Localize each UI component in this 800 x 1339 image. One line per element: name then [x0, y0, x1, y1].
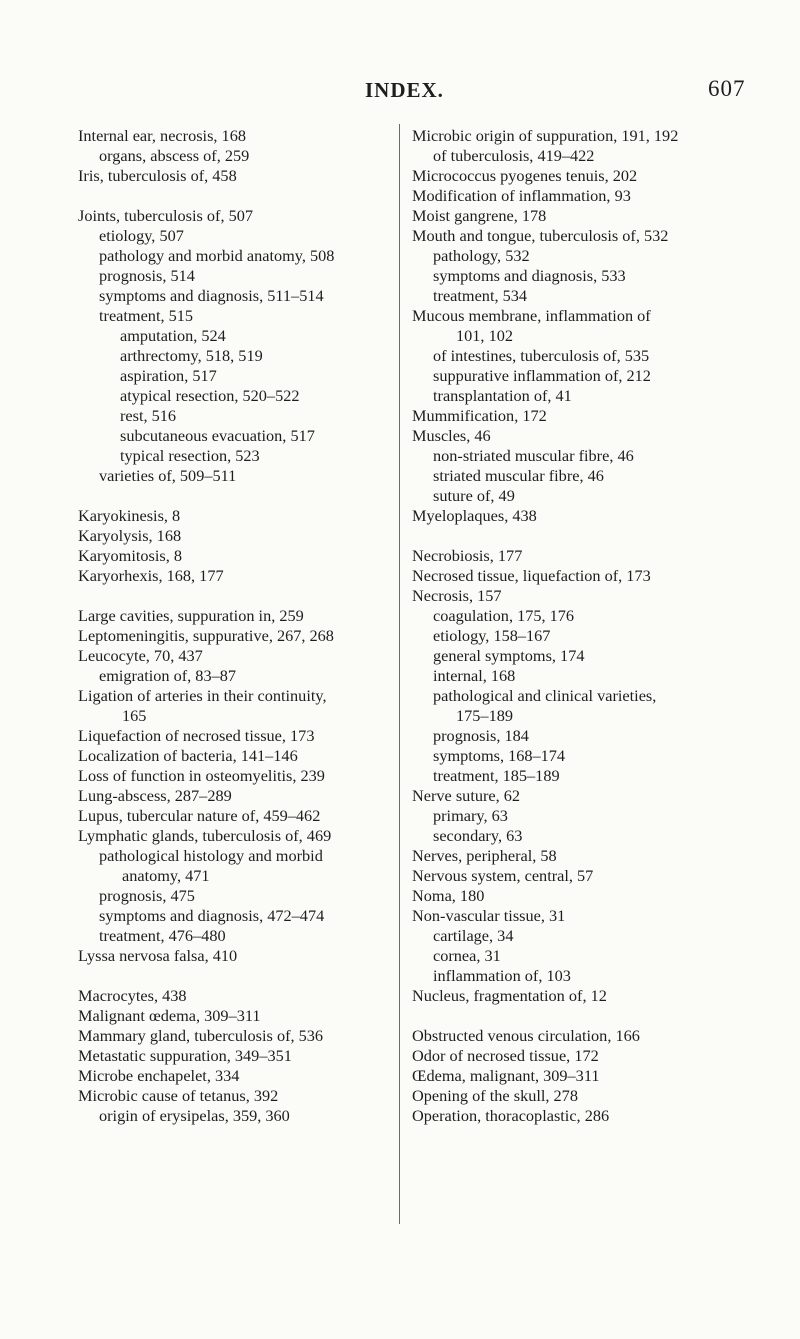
index-column-right [412, 126, 747, 1126]
index-subentry: secondary, 63 [433, 826, 523, 845]
index-subentry: pathological and clinical varieties, [433, 686, 657, 705]
index-entry: Large cavities, suppuration in, 259 [78, 606, 304, 625]
index-subentry: emigration of, 83–87 [99, 666, 237, 685]
column-divider [399, 124, 400, 1224]
index-entry: Myeloplaques, 438 [412, 506, 537, 525]
index-entry: Mummification, 172 [412, 406, 547, 425]
index-entry: Karyokinesis, 8 [78, 506, 181, 525]
index-entry: Mouth and tongue, tuberculosis of, 532 [412, 226, 669, 245]
index-subentry: suppurative inflammation of, 212 [433, 366, 651, 385]
index-subentry: of tuberculosis, 419–422 [433, 146, 595, 165]
page-number: 607 [708, 76, 746, 101]
index-entry: Macrocytes, 438 [78, 986, 187, 1005]
index-entry: Leucocyte, 70, 437 [78, 646, 203, 665]
index-subentry: symptoms and diagnosis, 511–514 [99, 286, 324, 305]
index-subentry: prognosis, 514 [99, 266, 195, 285]
index-subentry: arthrectomy, 518, 519 [120, 346, 263, 365]
index-subentry: anatomy, 471 [122, 866, 210, 885]
index-subentry: non-striated muscular fibre, 46 [433, 446, 634, 465]
index-subentry: treatment, 534 [433, 286, 528, 305]
index-subentry: pathology and morbid anatomy, 508 [99, 246, 335, 265]
index-subentry: cartilage, 34 [433, 926, 514, 945]
index-entry: Karyomitosis, 8 [78, 546, 183, 565]
index-entry: Non-vascular tissue, 31 [412, 906, 566, 925]
index-entry: Loss of function in osteomyelitis, 239 [78, 766, 325, 785]
index-column-left [78, 126, 396, 1126]
index-subentry: symptoms and diagnosis, 472–474 [99, 906, 325, 925]
index-entry: Operation, thoracoplastic, 286 [412, 1106, 610, 1125]
index-subentry: symptoms and diagnosis, 533 [433, 266, 626, 285]
index-entry: Localization of bacteria, 141–146 [78, 746, 298, 765]
index-entry: Lyssa nervosa falsa, 410 [78, 946, 238, 965]
index-entry: Muscles, 46 [412, 426, 491, 445]
index-entry: Micrococcus pyogenes tenuis, 202 [412, 166, 638, 185]
index-entry: Nucleus, fragmentation of, 12 [412, 986, 607, 1005]
index-subentry: atypical resection, 520–522 [120, 386, 300, 405]
index-subentry: symptoms, 168–174 [433, 746, 566, 765]
index-subentry: pathology, 532 [433, 246, 530, 265]
index-subentry: suture of, 49 [433, 486, 515, 505]
page-header-title: INDEX. [365, 78, 444, 102]
index-subentry: 101, 102 [456, 326, 513, 345]
index-entry: Ligation of arteries in their continuity, [78, 686, 327, 705]
index-subentry: of intestines, tuberculosis of, 535 [433, 346, 650, 365]
index-entry: Necrobiosis, 177 [412, 546, 523, 565]
index-entry: Lupus, tubercular nature of, 459–462 [78, 806, 321, 825]
index-entry: Metastatic suppuration, 349–351 [78, 1046, 292, 1065]
index-subentry: prognosis, 475 [99, 886, 195, 905]
index-entry: Modification of inflammation, 93 [412, 186, 631, 205]
index-entry: Internal ear, necrosis, 168 [78, 126, 246, 145]
index-subentry: prognosis, 184 [433, 726, 529, 745]
index-entry: Œdema, malignant, 309–311 [412, 1066, 600, 1085]
index-entry: Microbic origin of suppuration, 191, 192 [412, 126, 679, 145]
index-subentry: internal, 168 [433, 666, 516, 685]
index-entry: Microbe enchapelet, 334 [78, 1066, 240, 1085]
index-subentry: treatment, 476–480 [99, 926, 226, 945]
index-subentry: transplantation of, 41 [433, 386, 572, 405]
index-entry: Mammary gland, tuberculosis of, 536 [78, 1026, 324, 1045]
index-entry: Lymphatic glands, tuberculosis of, 469 [78, 826, 332, 845]
index-subentry: treatment, 515 [99, 306, 194, 325]
index-entry: Lung-abscess, 287–289 [78, 786, 232, 805]
index-entry: Necrosis, 157 [412, 586, 502, 605]
index-subentry: amputation, 524 [120, 326, 226, 345]
index-entry: Microbic cause of tetanus, 392 [78, 1086, 279, 1105]
index-subentry: 165 [122, 706, 147, 725]
index-subentry: general symptoms, 174 [433, 646, 585, 665]
index-entry: Liquefaction of necrosed tissue, 173 [78, 726, 315, 745]
index-subentry: coagulation, 175, 176 [433, 606, 575, 625]
index-subentry: origin of erysipelas, 359, 360 [99, 1106, 290, 1125]
index-entry: Iris, tuberculosis of, 458 [78, 166, 237, 185]
index-entry: Odor of necrosed tissue, 172 [412, 1046, 599, 1065]
index-subentry: cornea, 31 [433, 946, 501, 965]
index-entry: Noma, 180 [412, 886, 485, 905]
index-subentry: 175–189 [456, 706, 513, 725]
index-subentry: typical resection, 523 [120, 446, 260, 465]
index-subentry: primary, 63 [433, 806, 508, 825]
index-entry: Karyorhexis, 168, 177 [78, 566, 224, 585]
index-subentry: rest, 516 [120, 406, 177, 425]
index-subentry: treatment, 185–189 [433, 766, 560, 785]
index-subentry: etiology, 507 [99, 226, 184, 245]
index-entry: Nervous system, central, 57 [412, 866, 594, 885]
index-subentry: pathological histology and morbid [99, 846, 323, 865]
index-subentry: striated muscular fibre, 46 [433, 466, 604, 485]
index-subentry: inflammation of, 103 [433, 966, 571, 985]
index-subentry: etiology, 158–167 [433, 626, 551, 645]
index-entry: Necrosed tissue, liquefaction of, 173 [412, 566, 651, 585]
index-entry: Malignant œdema, 309–311 [78, 1006, 261, 1025]
index-entry: Mucous membrane, inflammation of [412, 306, 651, 325]
index-entry: Karyolysis, 168 [78, 526, 182, 545]
index-entry: Nerves, peripheral, 58 [412, 846, 557, 865]
index-subentry: varieties of, 509–511 [99, 466, 237, 485]
index-entry: Leptomeningitis, suppurative, 267, 268 [78, 626, 334, 645]
index-entry: Moist gangrene, 178 [412, 206, 547, 225]
index-entry: Joints, tuberculosis of, 507 [78, 206, 254, 225]
index-entry: Opening of the skull, 278 [412, 1086, 578, 1105]
index-subentry: aspiration, 517 [120, 366, 217, 385]
index-entry: Nerve suture, 62 [412, 786, 521, 805]
index-subentry: subcutaneous evacuation, 517 [120, 426, 315, 445]
index-subentry: organs, abscess of, 259 [99, 146, 250, 165]
index-entry: Obstructed venous circulation, 166 [412, 1026, 640, 1045]
